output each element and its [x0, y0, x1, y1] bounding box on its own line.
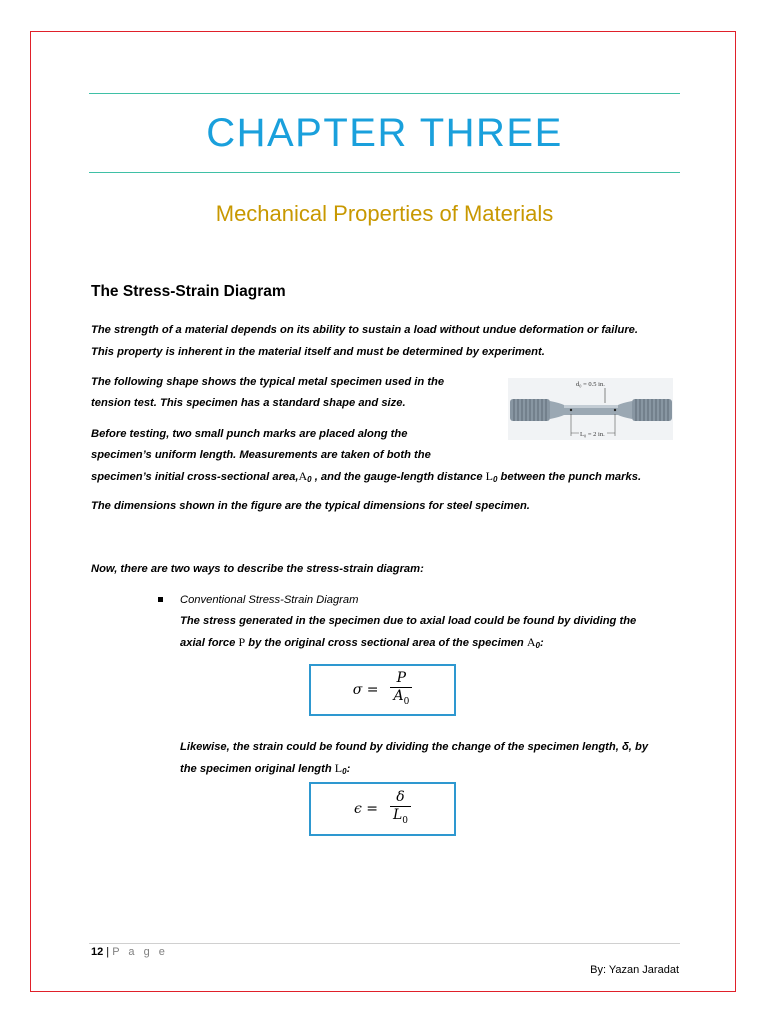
specimen-text-line-2: tension test. This specimen has a standard shape and size.	[91, 397, 406, 409]
strain-equation-lhs: ϵ =	[353, 801, 378, 817]
two-ways-text: Now, there are two ways to describe the stress-strain diagram:	[91, 563, 424, 575]
stress-equation-lhs: σ =	[352, 682, 379, 698]
testing-text-line-1: Before testing, two small punch marks are placed along the	[91, 428, 408, 440]
bullet-line-1: The stress generated in the specimen due to axial load could be found by dividing the	[180, 615, 637, 627]
strain-fraction: $\frac{\delta}{L_0}$	[390, 789, 411, 830]
bullet-title: Conventional Stress-Strain Diagram	[180, 594, 359, 606]
stress-fraction: $\frac{P}{A_0}$	[390, 670, 412, 711]
testing-text-line-3: specimen’s initial cross-sectional area,A0 , and the gauge-length distance L0 between the punch marks.	[91, 469, 642, 484]
stress-equation-box	[309, 664, 456, 716]
section-heading: The Stress-Strain Diagram	[91, 283, 286, 300]
dimensions-text: The dimensions shown in the figure are the typical dimensions for steel specimen.	[91, 500, 530, 512]
title-rule-top	[89, 93, 680, 94]
tension-specimen-figure	[508, 378, 673, 440]
author-credit: By: Yazan Jaradat	[590, 964, 679, 976]
page-number: 12 | P a g e	[91, 946, 168, 958]
bullet-conventional	[180, 590, 636, 656]
diameter-label: d₀ = 0.5 in.	[576, 381, 605, 388]
bullet-marker	[158, 597, 163, 602]
chapter-subtitle: Mechanical Properties of Materials	[215, 201, 554, 226]
intro-line-1: The strength of a material depends on its ability to sustain a load without undue deformation or failure.	[91, 324, 638, 336]
strain-text-line-1: Likewise, the strain could be found by dividing the change of the specimen length, δ, by	[180, 741, 649, 753]
gauge-length-label: L₀ = 2 in.	[580, 431, 605, 438]
footer-rule	[89, 943, 680, 944]
specimen-text-line-1: The following shape shows the typical metal specimen used in the	[91, 376, 445, 388]
strain-equation-box	[309, 782, 456, 836]
chapter-title: CHAPTER THREE	[206, 111, 563, 155]
intro-line-2: This property is inherent in the material itself and must be determined by experiment.	[91, 346, 545, 358]
strain-text-line-2: the specimen original length L0:	[180, 761, 351, 776]
testing-text-line-2: specimen’s uniform length. Measurements are taken of both the	[91, 449, 431, 461]
bullet-line-2: axial force P by the original cross sectional area of the specimen A0:	[180, 635, 544, 650]
title-rule-bottom	[89, 172, 680, 173]
